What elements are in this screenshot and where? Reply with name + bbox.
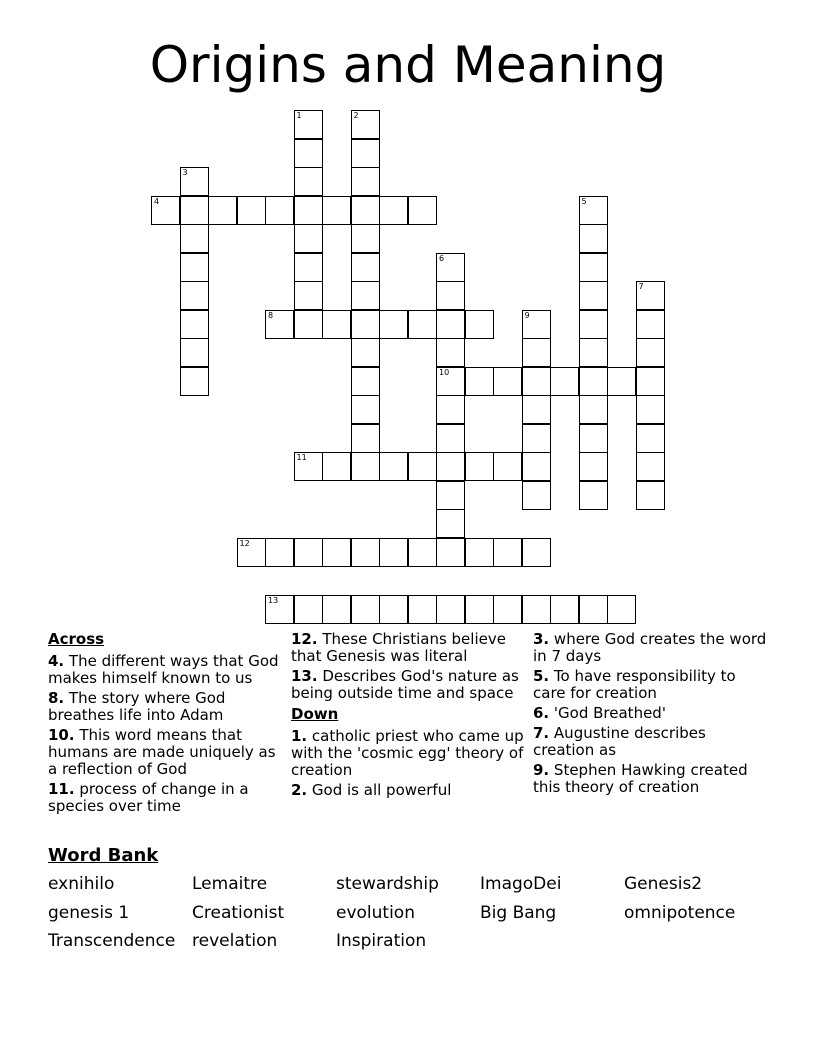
cell-number: 1 [296,111,302,120]
grid-cell[interactable] [351,310,380,339]
clue-down-5: 5. To have responsibility to care for creation [533,667,736,702]
grid-cell[interactable] [636,481,665,510]
grid-cell[interactable] [436,424,465,453]
grid-cell[interactable] [180,253,209,282]
grid-cell[interactable] [351,595,380,624]
grid-cell[interactable] [465,367,494,396]
grid-cell[interactable] [436,338,465,367]
grid-cell[interactable] [465,310,494,339]
cell-number: 4 [154,196,160,206]
grid-cell[interactable] [180,196,209,225]
grid-cell[interactable] [351,167,380,196]
grid-cell[interactable] [436,395,465,424]
cell-number: 2 [353,111,359,120]
grid-cell[interactable] [151,196,180,225]
grid-cell[interactable] [522,338,551,367]
cell-number: 10 [439,367,450,377]
down-heading: Down [291,705,339,723]
grid-cell[interactable] [180,310,209,339]
grid-cell[interactable] [493,367,522,396]
grid-cell[interactable] [607,367,636,396]
word-bank-item: ImagoDei [480,874,562,894]
grid-cell[interactable] [408,310,437,339]
grid-cell[interactable] [294,595,323,624]
grid-cell[interactable] [208,196,237,225]
clues-column-2 [291,631,527,802]
word-bank-item: revelation [192,931,278,951]
grid-cell[interactable] [351,367,380,396]
grid-cell[interactable] [579,395,608,424]
grid-cell[interactable] [351,424,380,453]
grid-cell[interactable] [351,538,380,567]
grid-cell[interactable] [579,595,608,624]
word-bank-item: stewardship [336,874,439,894]
grid-cell[interactable] [436,253,465,282]
grid-cell[interactable] [436,538,465,567]
cell-number: 12 [239,538,250,548]
word-bank-item: Inspiration [336,931,427,951]
across-heading: Across [48,630,105,648]
grid-cell[interactable] [465,452,494,481]
grid-cell[interactable] [579,424,608,453]
grid-cell[interactable] [522,367,551,396]
grid-cell[interactable] [180,281,209,310]
grid-cell[interactable] [436,595,465,624]
grid-cell[interactable] [579,253,608,282]
grid-cell[interactable] [351,196,380,225]
cell-number: 11 [296,453,307,462]
puzzle-title: Origins and Meaning [149,36,667,94]
grid-cell[interactable] [579,224,608,253]
grid-cell[interactable] [294,167,323,196]
grid-cell[interactable] [522,538,551,567]
grid-cell[interactable] [579,338,608,367]
grid-cell[interactable] [180,338,209,367]
grid-cell[interactable] [379,452,408,481]
grid-cell[interactable] [351,110,380,139]
word-bank-item: Creationist [192,903,285,923]
grid-cell[interactable] [636,424,665,453]
grid-cell[interactable] [408,452,437,481]
grid-cell[interactable] [636,338,665,367]
grid-cell[interactable] [294,452,323,481]
cell-number: 6 [439,253,445,263]
cell-number: 9 [524,310,530,320]
grid-cell[interactable] [351,281,380,310]
grid-cell[interactable] [265,196,294,225]
grid-cell[interactable] [294,281,323,310]
grid-cell[interactable] [607,595,636,624]
grid-cell[interactable] [294,310,323,339]
grid-cell[interactable] [522,452,551,481]
grid-cell[interactable] [294,139,323,168]
clue-down-1: 1. catholic priest who came up with the 'cosmic egg' theory of creation [291,727,524,779]
clue-across-10: 10. This word means that humans are made uniquely as a reflection of God [48,726,276,778]
grid-cell[interactable] [180,367,209,396]
grid-cell[interactable] [579,452,608,481]
clues-column-3 [533,631,769,799]
grid-cell[interactable] [579,281,608,310]
grid-cell[interactable] [550,367,579,396]
grid-cell[interactable] [351,395,380,424]
clue-across-4: 4. The different ways that God makes himself known to us [48,652,279,687]
grid-cell[interactable] [522,481,551,510]
word-bank-item: Genesis2 [624,874,703,894]
grid-cell[interactable] [322,452,351,481]
clue-across-12: 12. These Christians believe that Genesis was literal [291,630,506,665]
grid-cell[interactable] [465,538,494,567]
grid-cell[interactable] [322,538,351,567]
grid-cell[interactable] [522,395,551,424]
grid-cell[interactable] [436,509,465,538]
word-bank-item: Transcendence [48,931,176,951]
grid-cell[interactable] [294,224,323,253]
clues-column-1 [48,631,284,818]
grid-cell[interactable] [579,196,608,225]
cell-number: 5 [581,196,587,206]
grid-cell[interactable] [579,481,608,510]
grid-cell[interactable] [351,224,380,253]
grid-cell[interactable] [294,196,323,225]
grid-cell[interactable] [322,196,351,225]
grid-cell[interactable] [636,310,665,339]
grid-cell[interactable] [436,281,465,310]
grid-cell[interactable] [379,538,408,567]
clue-across-8: 8. The story where God breathes life into Adam [48,689,226,724]
grid-cell[interactable] [522,424,551,453]
grid-cell[interactable] [636,395,665,424]
grid-cell[interactable] [522,310,551,339]
clue-down-2: 2. God is all powerful [291,781,452,799]
grid-cell[interactable] [636,367,665,396]
word-bank-item: exnihilo [48,874,115,894]
grid-cell[interactable] [379,196,408,225]
grid-cell[interactable] [408,538,437,567]
grid-cell[interactable] [408,196,437,225]
cell-number: 8 [268,310,274,320]
clue-across-13: 13. Describes God's nature as being outside time and space [291,667,519,702]
grid-cell[interactable] [493,538,522,567]
grid-cell[interactable] [237,538,266,567]
cell-number: 3 [182,168,188,177]
word-bank-item: Lemaitre [192,874,268,894]
grid-cell[interactable] [436,452,465,481]
grid-cell[interactable] [636,281,665,310]
cell-number: 7 [638,282,644,291]
clue-down-3: 3. where God creates the word in 7 days [533,630,767,665]
grid-cell[interactable] [436,310,465,339]
grid-cell[interactable] [379,310,408,339]
cell-number: 13 [268,595,279,605]
clue-down-6: 6. 'God Breathed' [533,704,666,722]
clue-down-9: 9. Stephen Hawking created this theory of creation [533,761,748,796]
grid-cell[interactable] [180,167,209,196]
grid-cell[interactable] [237,196,266,225]
grid-cell[interactable] [294,110,323,139]
word-bank-item: evolution [336,903,415,923]
grid-cell[interactable] [636,452,665,481]
grid-cell[interactable] [265,538,294,567]
word-bank-item: Big Bang [480,903,557,923]
grid-cell[interactable] [351,253,380,282]
grid-cell[interactable] [322,310,351,339]
grid-cell[interactable] [351,452,380,481]
grid-cell[interactable] [522,595,551,624]
grid-cell[interactable] [550,595,579,624]
clue-down-7: 7. Augustine describes creation as [533,724,706,759]
grid-cell[interactable] [493,595,522,624]
grid-cell[interactable] [265,595,294,624]
clue-across-11: 11. process of change in a species over time [48,780,249,815]
grid-cell[interactable] [579,310,608,339]
grid-cell[interactable] [436,481,465,510]
grid-cell[interactable] [294,253,323,282]
grid-cell[interactable] [436,367,465,396]
grid-cell[interactable] [351,139,380,168]
grid-cell[interactable] [493,452,522,481]
grid-cell[interactable] [379,595,408,624]
grid-cell[interactable] [465,595,494,624]
grid-cell[interactable] [408,595,437,624]
grid-cell[interactable] [579,367,608,396]
grid-cell[interactable] [265,310,294,339]
grid-cell[interactable] [322,595,351,624]
grid-cell[interactable] [294,538,323,567]
word-bank-item: genesis 1 [48,903,130,923]
grid-cell[interactable] [180,224,209,253]
grid-cell[interactable] [351,338,380,367]
word-bank-title: Word Bank [48,845,159,866]
word-bank-item: omnipotence [624,903,736,923]
